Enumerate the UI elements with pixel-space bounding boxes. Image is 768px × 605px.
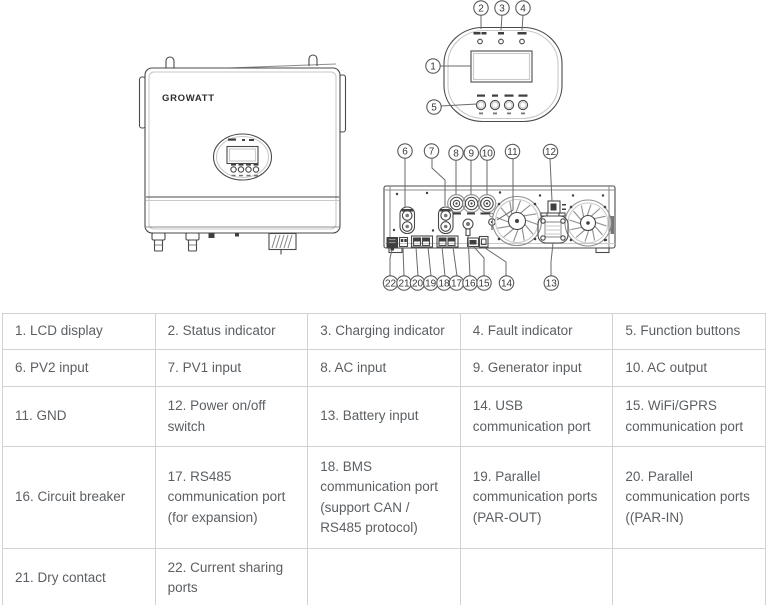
legend-cell: 1. LCD display (3, 314, 156, 350)
svg-text:9: 9 (468, 148, 475, 160)
svg-text:4: 4 (520, 3, 526, 15)
charging-led-label (498, 32, 504, 35)
callout-9 (464, 146, 478, 160)
table-row (3, 350, 766, 387)
svg-text:5: 5 (431, 102, 437, 114)
function-button-label (492, 95, 498, 97)
legend-cell: 18. BMS communication port (support CAN / RS485 protocol) (308, 447, 461, 549)
hanger-hook-icon (166, 57, 174, 68)
callout-4 (516, 1, 530, 15)
legend-cell: 17. RS485 communication port (for expansion) (155, 447, 308, 549)
front-bottom-connectors (152, 233, 296, 255)
table-row (3, 447, 766, 549)
callout-1 (426, 59, 440, 73)
bottom-panel-view (384, 158, 615, 276)
svg-text:19: 19 (425, 278, 437, 290)
display-panel-view (440, 15, 562, 122)
svg-text:2: 2 (478, 3, 484, 15)
parallel-ports-group (412, 236, 433, 247)
status-led-label (482, 32, 487, 35)
legend-cell: 13. Battery input (308, 387, 461, 447)
callout-10 (480, 146, 494, 160)
callout-22 (383, 276, 397, 290)
callout-13 (544, 276, 558, 290)
callout-11 (505, 144, 519, 158)
button-symbol-mark (254, 175, 258, 177)
svg-text:14: 14 (500, 278, 513, 290)
legend-cell: 9. Generator input (460, 350, 613, 387)
svg-text:10: 10 (481, 148, 493, 160)
function-button-label (477, 95, 485, 97)
legend-cell: 15. WiFi/GPRS communication port (613, 387, 766, 447)
parts-legend-table (2, 313, 766, 605)
svg-text:17: 17 (450, 278, 463, 290)
ac-output-connector (478, 195, 496, 213)
table-row (3, 314, 766, 350)
callout-5 (427, 100, 441, 114)
legend-cell: 16. Circuit breaker (3, 447, 156, 549)
connector-label-mark (467, 213, 475, 215)
connector-label-mark (481, 213, 491, 215)
status-led-label (474, 32, 481, 35)
callout-2 (474, 1, 488, 15)
svg-text:3: 3 (499, 3, 505, 15)
legend-cell: 22. Current sharing ports (155, 549, 308, 605)
svg-text:6: 6 (402, 146, 408, 158)
legend-cell: 20. Parallel communication ports ((PAR-IN) (613, 447, 766, 549)
svg-text:21: 21 (398, 278, 410, 290)
button-label-mark (239, 164, 244, 166)
bms-rs485-ports-group (437, 236, 458, 247)
callout-8 (449, 146, 463, 160)
callout-6 (398, 144, 412, 158)
legend-cell: 6. PV2 input (3, 350, 156, 387)
button-symbol-mark (521, 113, 525, 115)
function-button-label (519, 95, 528, 97)
svg-text:8: 8 (453, 148, 459, 160)
callout-19 (424, 276, 438, 290)
table-row (3, 387, 766, 447)
button-symbol-mark (247, 175, 251, 177)
led-label-mark (242, 139, 245, 141)
legend-cell: 14. USB communication port (460, 387, 613, 447)
legend-cell: 7. PV1 input (155, 350, 308, 387)
callout-17 (449, 276, 463, 290)
legend-cell: 11. GND (3, 387, 156, 447)
legend-cell: 19. Parallel communication ports (PAR-OUT) (460, 447, 613, 549)
svg-text:7: 7 (428, 146, 435, 158)
svg-text:20: 20 (411, 278, 424, 290)
inverter-front-view (140, 55, 346, 255)
callout-7 (424, 144, 438, 158)
legend-cell (308, 549, 461, 605)
button-label-mark (246, 164, 251, 166)
lcd-screen (471, 51, 532, 82)
legend-cell (460, 549, 613, 605)
svg-text:11: 11 (507, 146, 518, 158)
button-symbol-mark (239, 175, 243, 177)
button-label-mark (231, 164, 236, 166)
callout-14 (499, 276, 513, 290)
cable-gland (152, 233, 165, 240)
callout-12 (543, 144, 557, 158)
callout-20 (410, 276, 424, 290)
legend-cell: 8. AC input (308, 350, 461, 387)
button-symbol-mark (479, 113, 483, 115)
cable-gland (186, 233, 199, 240)
legend-cell: 5. Function buttons (613, 314, 766, 350)
panel-foot (596, 248, 609, 253)
table-row (3, 549, 766, 605)
button-symbol-mark (493, 113, 497, 115)
button-label-mark (254, 164, 259, 166)
callout-3 (495, 1, 509, 15)
button-symbol-mark (507, 113, 511, 115)
svg-text:22: 22 (384, 278, 397, 290)
connector-label-mark (453, 213, 461, 215)
legend-cell: 2. Status indicator (155, 314, 308, 350)
legend-cell: 12. Power on/off switch (155, 387, 308, 447)
legend-cell: 3. Charging indicator (308, 314, 461, 350)
led-label-mark (249, 139, 254, 141)
fault-led-label (518, 32, 527, 35)
legend-cell: 21. Dry contact (3, 549, 156, 605)
callout-16 (463, 276, 477, 290)
button-symbol-mark (232, 175, 236, 177)
svg-text:18: 18 (438, 278, 450, 290)
terminal-block (269, 234, 296, 255)
legend-cell: 4. Fault indicator (460, 314, 613, 350)
bottom-nub (235, 233, 239, 237)
svg-text:12: 12 (544, 146, 557, 158)
svg-text:16: 16 (464, 278, 476, 290)
function-button-label (505, 95, 514, 97)
led-label-mark (228, 139, 236, 141)
callout-21 (397, 276, 411, 290)
growatt-logo: GROWATT (162, 93, 215, 104)
legend-cell (613, 549, 766, 605)
callout-15 (477, 276, 491, 290)
bottom-nub (209, 233, 215, 238)
svg-text:15: 15 (478, 278, 490, 290)
svg-text:1: 1 (430, 61, 436, 73)
svg-text:13: 13 (545, 278, 557, 290)
legend-cell: 10. AC output (613, 350, 766, 387)
